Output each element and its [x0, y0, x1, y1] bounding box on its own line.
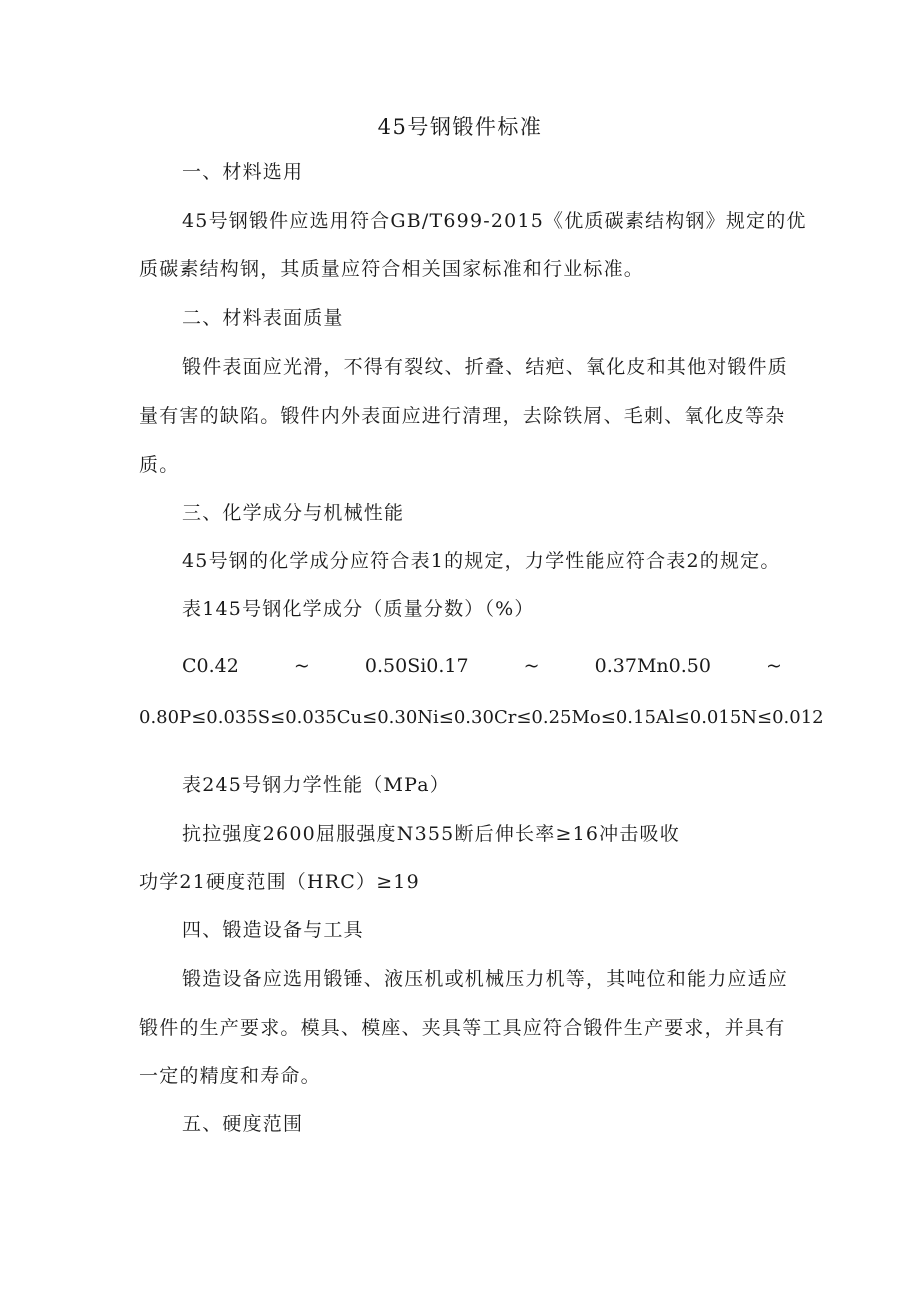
table1-cell: ~: [523, 655, 540, 677]
section1-line-1: 45号钢锻件应选用符合GB/T699-2015《优质碳素结构钢》规定的优: [182, 210, 807, 232]
table1-cell: ~: [293, 655, 310, 677]
table2-line-2: 功学21硬度范围（HRC）≥19: [139, 871, 420, 893]
table1-row-2: 0.80P≤0.035S≤0.035Cu≤0.30Ni≤0.30Cr≤0.25Mo≤0.15Al≤0.015N≤0.012: [139, 707, 824, 728]
section2-line-1: 锻件表面应光滑，不得有裂纹、折叠、结疤、氧化皮和其他对锻件质: [182, 356, 789, 378]
section4-heading: 四、锻造设备与工具: [182, 919, 364, 941]
section5-heading: 五、硬度范围: [182, 1113, 304, 1135]
section3-intro: 45号钢的化学成分应符合表1的规定，力学性能应符合表2的规定。: [182, 550, 781, 572]
document-title: 45号钢锻件标准: [377, 115, 543, 139]
section1-line-2: 质碳素结构钢，其质量应符合相关国家标准和行业标准。: [139, 258, 645, 280]
table1-cell: ~: [766, 655, 782, 677]
table1-cell: C0.42: [182, 655, 239, 677]
table2-caption: 表245号钢力学性能（MPa）: [182, 774, 450, 796]
table1-caption: 表145号钢化学成分（质量分数）（%）: [182, 598, 535, 620]
section1-heading: 一、材料选用: [182, 161, 304, 183]
section4-line-3: 一定的精度和寿命。: [139, 1065, 321, 1087]
section2-heading: 二、材料表面质量: [182, 307, 344, 329]
section2-line-2: 量有害的缺陷。锻件内外表面应进行清理，去除铁屑、毛刺、氧化皮等杂: [139, 405, 786, 427]
table2-line-1: 抗拉强度2600屈服强度N355断后伸长率≥16冲击吸收: [182, 823, 680, 845]
section2-line-3: 质。: [139, 454, 180, 476]
table1-row-1: [182, 654, 782, 678]
table1-cell: 0.50Si0.17: [364, 655, 469, 677]
section3-heading: 三、化学成分与机械性能: [182, 502, 405, 524]
table1-cell: 0.37Mn0.50: [594, 655, 711, 677]
section4-line-1: 锻造设备应选用锻锤、液压机或机械压力机等，其吨位和能力应适应: [182, 968, 789, 990]
section4-line-2: 锻件的生产要求。模具、模座、夹具等工具应符合锻件生产要求，并具有: [139, 1017, 786, 1039]
